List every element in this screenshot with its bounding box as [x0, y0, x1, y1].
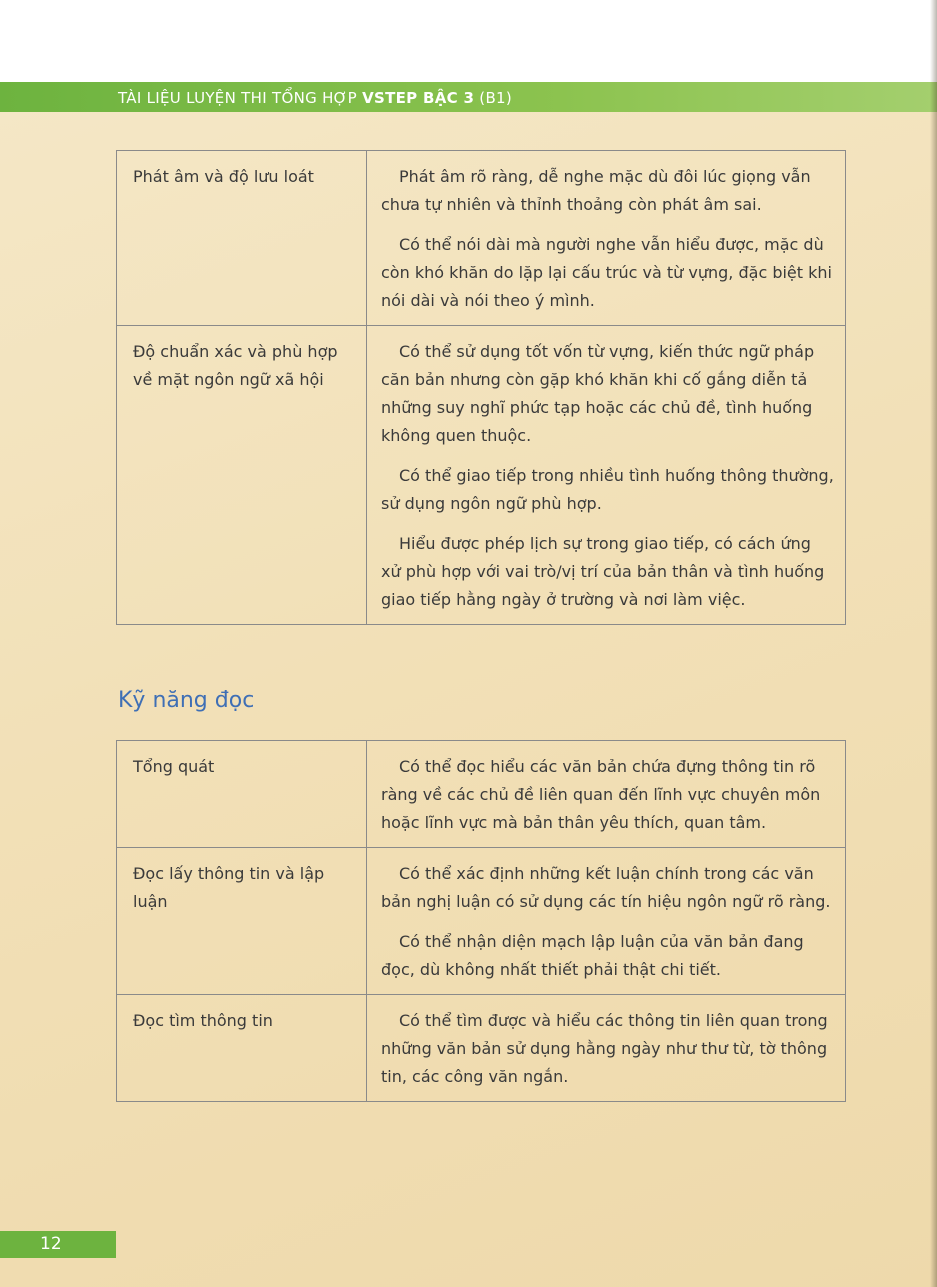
header-bold: VSTEP BẬC 3 — [362, 89, 475, 107]
description-paragraph: Có thể tìm được và hiểu các thông tin liên quan trong những văn bản sử dụng hằng ngày như thư từ, tờ thông tin, các công văn ngắn. — [381, 1011, 828, 1086]
criterion-label: Đọc tìm thông tin — [117, 995, 367, 1102]
criterion-description — [367, 848, 846, 995]
description-paragraph: Có thể giao tiếp trong nhiều tình huống thông thường, sử dụng ngôn ngữ phù hợp. — [381, 466, 834, 513]
page-number: 12 — [40, 1234, 62, 1254]
description-paragraph: Có thể sử dụng tốt vốn từ vựng, kiến thức ngữ pháp căn bản nhưng còn gặp khó khăn khi cố gắng diễn tả những suy nghĩ phức tạp hoặc các chủ đề, tình huống không quen thuộc. — [381, 342, 815, 445]
criterion-description — [367, 151, 846, 326]
description-paragraph: Có thể nhận diện mạch lập luận của văn bản đang đọc, dù không nhất thiết phải thật chi tiết. — [381, 932, 804, 979]
criterion-label: Đọc lấy thông tin và lập luận — [117, 848, 367, 995]
description-paragraph: Có thể đọc hiểu các văn bản chứa đựng thông tin rõ ràng về các chủ đề liên quan đến lĩnh vực chuyên môn hoặc lĩnh vực mà bản thân yêu thích, quan tâm. — [381, 757, 821, 832]
running-header — [118, 86, 512, 110]
description-paragraph: Có thể xác định những kết luận chính trong các văn bản nghị luận có sử dụng các tín hiệu ngôn ngữ rõ ràng. — [381, 864, 831, 911]
description-paragraph: Có thể nói dài mà người nghe vẫn hiểu được, mặc dù còn khó khăn do lặp lại cấu trúc và từ vựng, đặc biệt khi nói dài và nói theo ý mình. — [381, 235, 832, 310]
criterion-label: Tổng quát — [117, 741, 367, 848]
criterion-description — [367, 326, 846, 625]
speaking-criteria-table — [116, 150, 846, 625]
table-row — [117, 995, 846, 1102]
table-row — [117, 848, 846, 995]
section-heading: Kỹ năng đọc — [118, 688, 255, 713]
table-row — [117, 151, 846, 326]
reading-criteria-table — [116, 740, 846, 1102]
table-row — [117, 741, 846, 848]
header-prefix: TÀI LIỆU LUYỆN THI TỔNG HỢP — [118, 89, 358, 107]
criterion-description — [367, 741, 846, 848]
description-paragraph: Phát âm rõ ràng, dễ nghe mặc dù đôi lúc giọng vẫn chưa tự nhiên và thỉnh thoảng còn phát âm sai. — [381, 167, 811, 214]
criterion-label: Độ chuẩn xác và phù hợp về mặt ngôn ngữ xã hội — [117, 326, 367, 625]
page-edge-shadow — [930, 0, 937, 1287]
criterion-label: Phát âm và độ lưu loát — [117, 151, 367, 326]
header-suffix: (B1) — [479, 89, 513, 107]
criterion-description — [367, 995, 846, 1102]
description-paragraph: Hiểu được phép lịch sự trong giao tiếp, có cách ứng xử phù hợp với vai trò/vị trí của bản thân và tình huống giao tiếp hằng ngày ở trường và nơi làm việc. — [381, 534, 825, 609]
table-row — [117, 326, 846, 625]
